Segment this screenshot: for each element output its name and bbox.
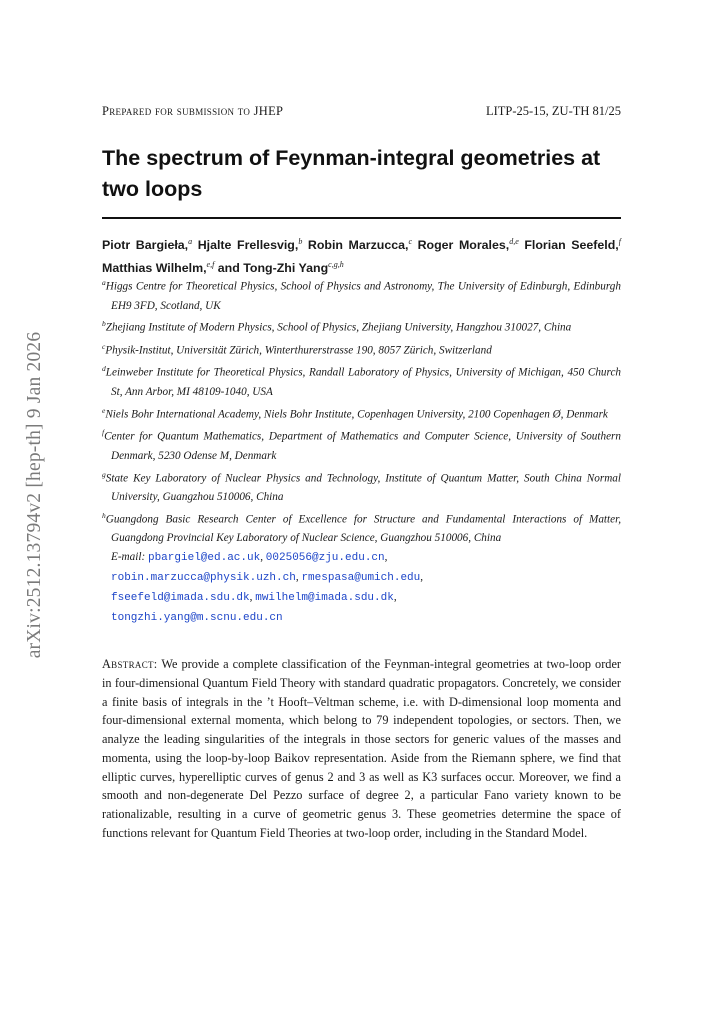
email-link[interactable]: tongzhi.yang@m.scnu.edu.cn xyxy=(111,611,283,624)
report-number: LITP-25-15, ZU-TH 81/25 xyxy=(485,104,621,118)
author: Roger Morales,$^{d,e}$ xyxy=(417,237,519,253)
author: Florian Seefeld,$^f$ xyxy=(524,237,621,253)
author: Hjalte Frellesvig,$^b$ xyxy=(197,237,303,253)
affiliation: $^f$Center for Quantum Mathematics, Department of Mathematics and Computer Science, University of Southern Denmark, 5230 Odense M, Denmark xyxy=(102,428,621,462)
abstract xyxy=(102,655,621,843)
abstract-label: Abstract: xyxy=(102,657,158,671)
author: and Tong-Zhi Yang$^{c,g,h}$ xyxy=(217,260,344,276)
email-link[interactable]: fseefeld@imada.sdu.dk xyxy=(111,591,250,604)
author: Robin Marzucca,$^c$ xyxy=(307,237,413,253)
affiliation: $^h$Guangdong Basic Research Center of Excellence for Structure and Fundamental Interactions of Matter, Guangdong Provincial Key Laboratory of Nuclear Science, Guangzhou 510006, China xyxy=(102,510,621,545)
arxiv-identifier-text: arXiv:2512.13794v2 [hep-th] 9 Jan 2026 xyxy=(24,331,45,659)
affiliation: $^e$Niels Bohr International Academy, Niels Bohr Institute, Copenhagen University, 2100 Copenhagen Ø, Denmark xyxy=(102,405,608,421)
affiliation: $^b$Zhejiang Institute of Modern Physics, School of Physics, Zhejiang University, Hangzhou 310027, China xyxy=(102,319,572,335)
affiliation: $^g$State Key Laboratory of Nuclear Physics and Technology, Institute of Quantum Matter, South China Normal University, Guangzhou 510006, China xyxy=(102,469,621,504)
title-rule xyxy=(102,217,621,219)
email-link[interactable]: 0025056@zju.edu.cn xyxy=(265,552,385,565)
affiliation: $^a$Higgs Centre for Theoretical Physics, School of Physics and Astronomy, The University of Edinburgh, Edinburgh EH9 3FD, Scotland, UK xyxy=(102,278,621,312)
paper-title: The spectrum of Feynman-integral geometries at two loops xyxy=(102,146,601,201)
email-label: E-mail: xyxy=(111,551,146,564)
affiliation: $^c$Physik-Institut, Universität Zürich, Winterthurerstrasse 190, 8057 Zürich, Switzerland xyxy=(102,341,492,357)
arxiv-identifier xyxy=(15,300,55,690)
abstract-text: We provide a complete classification of the Feynman-integral geometries at two-loop order in four-dimensional Quantum Field Theory with standard quadratic propagators. Concretely, we consider a finite basis of integrals in the ’t Hooft–Veltman scheme, i.e. with D-dimensional loop momenta and four-dimensional external momenta, which belong to 79 independent topologies, or sectors. Then, we analyze the leading singularities of the integrals in those sectors for generic values of the masses and momenta, using the loop-by-loop Baikov representation. Aside from the Riemann sphere, we find that elliptic curves, hyperelliptic curves of genus 2 and 3 as well as K3 surfaces occur. Moreover, we find a smooth and non-degenerate Del Pezzo surface of degree 2, a particular Fano variety known to be rationalizable, resulting in a curve of geometric genus 3. These geometries determine the space of functions relevant for Quantum Field Theories at two-loop order, including in the Standard Model. xyxy=(102,657,622,840)
email-link[interactable]: pbargiel@ed.ac.uk xyxy=(147,552,261,565)
affiliation: $^d$Leinweber Institute for Theoretical Physics, Randall Laboratory of Physics, University of Michigan, 450 Church St, Ann Arbor, MI 48109-1040, USA xyxy=(102,364,621,398)
affiliations xyxy=(102,274,621,627)
author-list xyxy=(102,232,621,278)
header-row xyxy=(102,104,621,119)
author: Piotr Bargieła,$^a$ xyxy=(102,237,193,253)
email-block: E-mail: pbargiel@ed.ac.uk, 0025056@zju.edu.cn, robin.marzucca@physik.uzh.ch, rmespasa@umich.edu, fseefeld@imada.sdu.dk, mwilhelm@imada.sdu.dk, tongzhi.yang@m.scnu.edu.cn xyxy=(111,551,424,624)
author: Matthias Wilhelm,$^{e,f}$ xyxy=(102,260,215,276)
submission-note: Prepared for submission to JHEP xyxy=(102,104,284,118)
email-link[interactable]: rmespasa@umich.edu xyxy=(301,572,421,585)
email-link[interactable]: mwilhelm@imada.sdu.dk xyxy=(255,591,394,604)
email-link[interactable]: robin.marzucca@physik.uzh.ch xyxy=(111,572,296,585)
